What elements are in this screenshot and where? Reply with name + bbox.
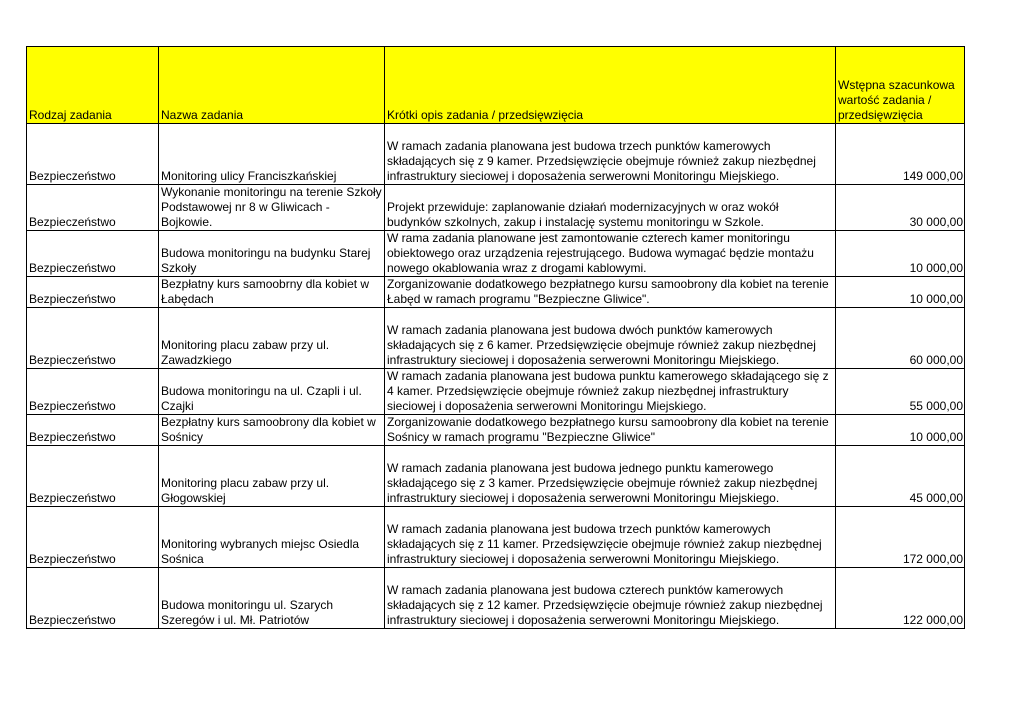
row-description: W ramach zadania planowana jest budowa trzech punktów kamerowych składających się z 9 kamer. Przedsięwzięcie obejmuje również zakup niezbędnej infrastruktury sieciowej i doposażenia serwerowni Monitoringu Miejskiego.: [385, 124, 836, 185]
header-category: Rodzaj zadania: [27, 47, 159, 124]
row-description: W ramach zadania planowana jest budowa jednego punktu kamerowego składającego się z 3 kamer. Przedsięwzięcie obejmuje również zakup niezbędnej infrastruktury sieciowej i doposażenia serwerowni Monitoringu Miejskiego.: [385, 446, 836, 507]
header-row: [27, 47, 965, 124]
row-description: Projekt przewiduje: zaplanowanie działań modernizacyjnych w oraz wokół budynków szkolnych, zakup i instalację systemu monitoringu w Szkole.: [385, 185, 836, 231]
table-row: [27, 507, 965, 568]
row-value: 45 000,00: [836, 446, 965, 507]
table-row: [27, 124, 965, 185]
header-task-name: Nazwa zadania: [159, 47, 385, 124]
row-value: 30 000,00: [836, 185, 965, 231]
row-category: Bezpieczeństwo: [27, 231, 159, 277]
row-task-name: Monitoring placu zabaw przy ul. Zawadzkiego: [159, 308, 385, 369]
row-task-name: Budowa monitoringu na ul. Czapli i ul. Czajki: [159, 369, 385, 415]
row-description: W ramach zadania planowana jest budowa dwóch punktów kamerowych składających się z 6 kamer. Przedsięwzięcie obejmuje również zakup niezbędnej infrastruktury sieciowej i doposażenia serwerowni Monitoringu Miejskiego.: [385, 308, 836, 369]
row-description: Zorganizowanie dodatkowego bezpłatnego kursu samoobrony dla kobiet na terenie Łabęd w ramach programu "Bezpieczne Gliwice".: [385, 277, 836, 308]
row-category: Bezpieczeństwo: [27, 446, 159, 507]
header-description: Krótki opis zadania / przedsięwzięcia: [385, 47, 836, 124]
row-category: Bezpieczeństwo: [27, 415, 159, 446]
row-value: 149 000,00: [836, 124, 965, 185]
row-value: 10 000,00: [836, 415, 965, 446]
table-row: [27, 568, 965, 629]
row-value: 122 000,00: [836, 568, 965, 629]
row-value: 10 000,00: [836, 277, 965, 308]
row-value: 55 000,00: [836, 369, 965, 415]
tasks-table: [26, 46, 965, 629]
row-category: Bezpieczeństwo: [27, 507, 159, 568]
row-task-name: Bezpłatny kurs samoobrny dla kobiet w Łabędach: [159, 277, 385, 308]
row-description: W ramach zadania planowana jest budowa trzech punktów kamerowych składających się z 11 kamer. Przedsięwzięcie obejmuje również zakup niezbędnej infrastruktury sieciowej i doposażenia serwerowni Monitoringu Miejskiego.: [385, 507, 836, 568]
row-description: Zorganizowanie dodatkowego bezpłatnego kursu samoobrony dla kobiet na terenie Sośnicy w ramach programu "Bezpieczne Gliwice": [385, 415, 836, 446]
table-row: [27, 446, 965, 507]
table-header: [27, 47, 965, 124]
row-category: Bezpieczeństwo: [27, 185, 159, 231]
table-row: [27, 185, 965, 231]
row-description: W ramach zadania planowana jest budowa czterech punktów kamerowych składających się z 12 kamer. Przedsięwzięcie obejmuje również zakup niezbędnej infrastruktury sieciowej i doposażenia serwerowni Monitoringu Miejskiego.: [385, 568, 836, 629]
row-category: Bezpieczeństwo: [27, 277, 159, 308]
row-category: Bezpieczeństwo: [27, 369, 159, 415]
row-value: 10 000,00: [836, 231, 965, 277]
row-category: Bezpieczeństwo: [27, 308, 159, 369]
row-category: Bezpieczeństwo: [27, 124, 159, 185]
table-row: [27, 369, 965, 415]
row-description: W ramach zadania planowana jest budowa punktu kamerowego składającego się z 4 kamer. Przedsięwzięcie obejmuje również zakup niezbędnej infrastruktury sieciowej i doposażenia serwerowni Monitoringu Miejskiego.: [385, 369, 836, 415]
row-task-name: Monitoring ulicy Franciszkańskiej: [159, 124, 385, 185]
row-description: W rama zadania planowane jest zamontowanie czterech kamer monitoringu obiektowego oraz urządzenia rejestrującego. Budowa wymagać będzie montażu nowego okablowania wraz z drogami kablowymi.: [385, 231, 836, 277]
row-task-name: Monitoring wybranych miejsc Osiedla Sośnica: [159, 507, 385, 568]
table-body: [27, 124, 965, 629]
table-row: [27, 231, 965, 277]
table-row: [27, 415, 965, 446]
row-value: 172 000,00: [836, 507, 965, 568]
row-category: Bezpieczeństwo: [27, 568, 159, 629]
row-task-name: Monitoring placu zabaw przy ul. Głogowskiej: [159, 446, 385, 507]
row-task-name: Wykonanie monitoringu na terenie Szkoły Podstawowej nr 8 w Gliwicach - Bojkowie.: [159, 185, 385, 231]
row-task-name: Budowa monitoringu ul. Szarych Szeregów i ul. Mł. Patriotów: [159, 568, 385, 629]
row-value: 60 000,00: [836, 308, 965, 369]
row-task-name: Budowa monitoringu na budynku Starej Szkoły: [159, 231, 385, 277]
row-task-name: Bezpłatny kurs samoobrony dla kobiet w Sośnicy: [159, 415, 385, 446]
header-estimated-value: Wstępna szacunkowa wartość zadania / przedsięwzięcia: [836, 47, 965, 124]
table-row: [27, 277, 965, 308]
table-row: [27, 308, 965, 369]
